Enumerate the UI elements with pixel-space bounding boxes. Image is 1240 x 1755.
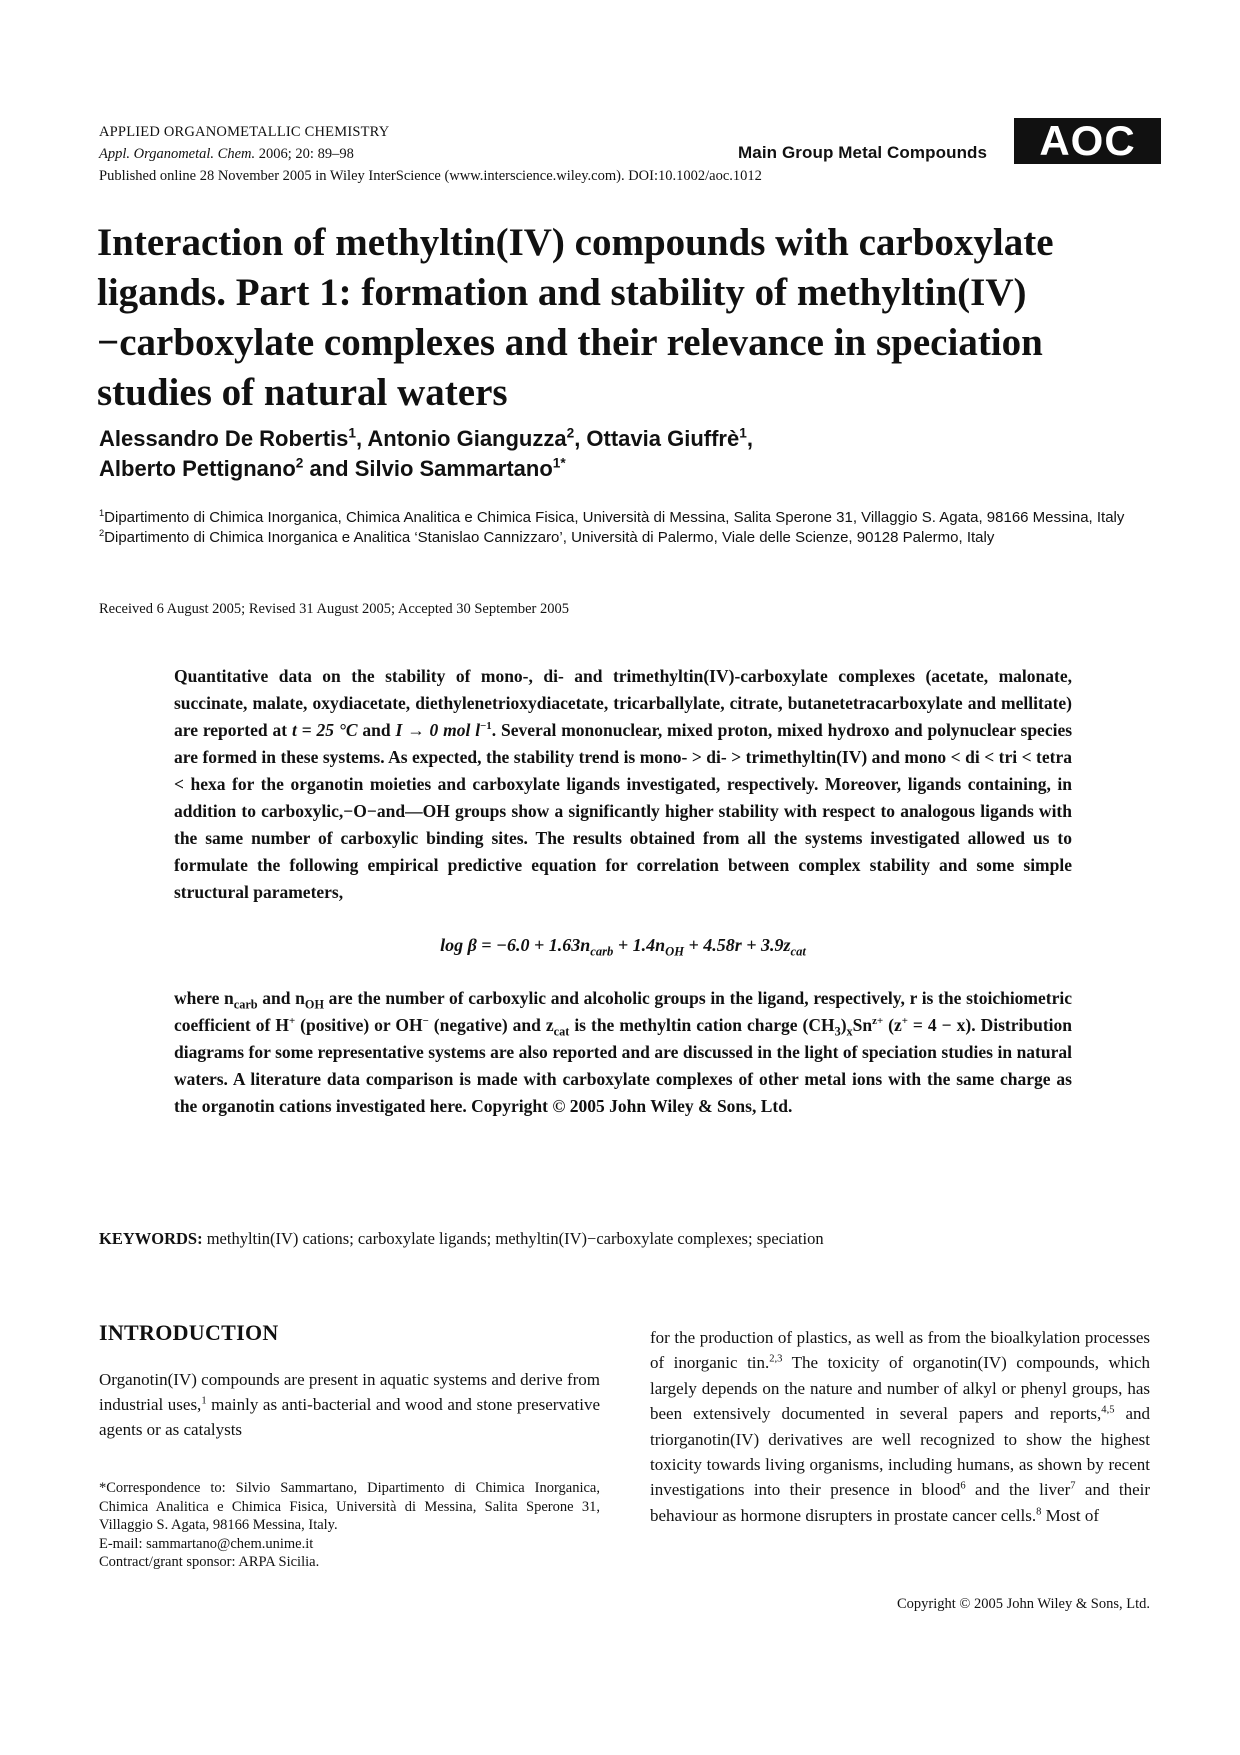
- keywords: [99, 1229, 824, 1249]
- equation-part: log β = −6.0 + 1.63n: [440, 935, 591, 955]
- equation-sub: OH: [665, 944, 684, 959]
- predictive-equation: [174, 932, 1072, 959]
- temperature-expr: t = 25 °C: [291, 720, 358, 740]
- author-name: Antonio Gianguzza: [367, 426, 567, 451]
- author-affil: 1*: [552, 455, 566, 471]
- author-list: Alessandro De Robertis$^1$, Antonio Gianguzza$^2$, Ottavia Giuffrè$^1$, Alberto Pettignano$^2$ and Silvio Sammartano$^{1*}$: [99, 425, 753, 481]
- section-label: Main Group Metal Compounds: [738, 143, 988, 162]
- page-copyright: Copyright © 2005 John Wiley & Sons, Ltd.: [896, 1596, 1150, 1612]
- journal-name: APPLIED ORGANOMETALLIC CHEMISTRY: [99, 124, 390, 140]
- equation-sub: carb: [590, 944, 614, 959]
- affiliations: [99, 508, 1179, 548]
- reference[interactable]: 7: [1070, 1480, 1076, 1492]
- author-name: Ottavia Giuffrè: [586, 426, 740, 451]
- abstract: [174, 663, 1072, 1120]
- footnote-sponsor: Contract/grant sponsor: ARPA Sicilia.: [99, 1554, 320, 1570]
- equation-sub: cat: [790, 944, 806, 959]
- citation-line: [99, 146, 354, 163]
- equation-part: + 1.4n: [613, 935, 666, 955]
- author-name: Alberto Pettignano: [99, 456, 296, 481]
- intro-left-column: Organotin(IV) compounds are present in aquatic systems and derive from industrial uses,$^1$ mainly as anti-bacterial and wood and stone preservative agents or as catalysts: [99, 1370, 600, 1439]
- article-title: Interaction of methyltin(IV) compounds with carboxylate ligands. Part 1: formation and stability of methyltin(IV)−carboxylate complexes and their relevance in speciation studies of natural waters: [97, 221, 1054, 414]
- journal-abbrev: Appl. Organometal. Chem.: [99, 146, 256, 162]
- author-affil: 2: [566, 425, 575, 441]
- abstract-text: . Several mononuclear, mixed proton, mixed hydroxo and polynuclear species are formed in these systems. As expected, the stability trend is mono- > di- > trimethyltin(IV) and mono < di < tri < tetra < hexa for the organotin moieties and carboxylate ligands investigated, respectively. Moreover, ligands containing, in addition to carboxylic,−O−and—OH groups show a significantly higher stability with respect to analogous ligands with the same number of carboxylic binding sites. The results obtained from all the systems investigated allowed us to formulate the following empirical predictive equation for correlation between complex stability and some simple structural parameters,: [174, 720, 1073, 902]
- reference[interactable]: 8: [1036, 1506, 1042, 1518]
- affiliation-text: Dipartimento di Chimica Inorganica, Chimica Analitica e Chimica Fisica, Università di Messina, Salita Sperone 31, Villaggio S. Agata, 98166 Messina, Italy: [104, 509, 1125, 526]
- ionic-strength-expr: I → 0 mol l: [395, 720, 481, 740]
- section-heading: INTRODUCTION: [99, 1320, 279, 1345]
- abstract-text: Quantitative data on the stability of mono-, di- and trimethyltin(IV)-carboxylate complexes (acetate, malonate, succinate, malate, oxydiacetate, diethylenetrioxydiacetate, tricarballylate, citrate, butanetetracarboxylate and mellitate) are reported at: [174, 666, 1072, 740]
- abstract-paragraph-1: [174, 663, 1072, 906]
- affiliation: [99, 528, 1179, 548]
- author-name: Alessandro De Robertis: [99, 426, 349, 451]
- reference[interactable]: 2,3: [769, 1353, 783, 1365]
- keywords-label: KEYWORDS:: [99, 1229, 203, 1248]
- author-name: Silvio Sammartano: [354, 456, 553, 481]
- journal-badge: AOC: [1014, 118, 1161, 164]
- affiliation-num: 1: [99, 508, 105, 518]
- footnote-text: *Correspondence to: Silvio Sammartano, Dipartimento di Chimica Inorganica, Chimica Analitica e Chimica Fisica, Università di Messina, Salita Sperone 31, Villaggio S. Agata, 98166 Messina, Italy.: [99, 1480, 600, 1533]
- reference[interactable]: 1: [201, 1395, 207, 1407]
- exponent: −1: [480, 720, 492, 733]
- equation-part: + 4.58r + 3.9z: [684, 935, 791, 955]
- published-line: Published online 28 November 2005 in Wiley InterScience (www.interscience.wiley.com). DOI:10.1002/aoc.1012: [99, 168, 762, 184]
- received-dates: Received 6 August 2005; Revised 31 August 2005; Accepted 30 September 2005: [99, 601, 569, 617]
- year-volume-pages: 2006; 20: 89–98: [258, 146, 354, 162]
- author-affil: 1: [739, 425, 747, 441]
- affiliation: [99, 508, 1179, 528]
- correspondence-footnote: [99, 1479, 600, 1572]
- author-affil: 1: [348, 425, 356, 441]
- footnote-email[interactable]: E-mail: sammartano@chem.unime.it: [99, 1535, 314, 1552]
- affiliation-num: 2: [99, 528, 105, 538]
- reference[interactable]: 6: [960, 1480, 966, 1492]
- abstract-text: and: [362, 720, 391, 740]
- reference[interactable]: 4,5: [1101, 1404, 1115, 1416]
- author-affil: 2: [295, 455, 304, 471]
- intro-right-column: for the production of plastics, as well as from the bioalkylation processes of inorganic tin.$^{2,3}$ The toxicity of organotin(IV) compounds, which largely depends on the nature and number of alkyl or phenyl groups, has been extensively documented in several papers and reports,$^{4,5}$ and triorganotin(IV) derivatives are well recognized to show the highest toxicity towards living organisms, including humans, as shown by recent investigations into their presence in blood$^6$ and the liver$^7$ and their behaviour as hormone disrupters in prostate cancer cells.$^8$ Most of: [650, 1328, 1151, 1525]
- abstract-paragraph-2: where $n_{carb}$ and $n_{OH}$ are the number of carboxylic and alcoholic groups in the ligand, respectively, r is the stoichiometric coefficient of H+ (positive) or OH− (negative) and $z_{cat}$ is the methyltin cation charge $(CH_3)_xSn^{z+}$ (z+ = 4 − x). Distribution diagrams for some representative systems are also reported and are discussed in the light of speciation studies in natural waters. A literature data comparison is made with carboxylate complexes of other metal ions with the same charge as the organotin cations investigated here. Copyright © 2005 John Wiley & Sons, Ltd.: [174, 988, 1072, 1116]
- keywords-text: methyltin(IV) cations; carboxylate ligands; methyltin(IV)−carboxylate complexes; speciation: [202, 1229, 824, 1248]
- affiliation-text: Dipartimento di Chimica Inorganica e Analitica ‘Stanislao Cannizzaro’, Università di Palermo, Viale delle Scienze, 90128 Palermo, Italy: [104, 529, 995, 546]
